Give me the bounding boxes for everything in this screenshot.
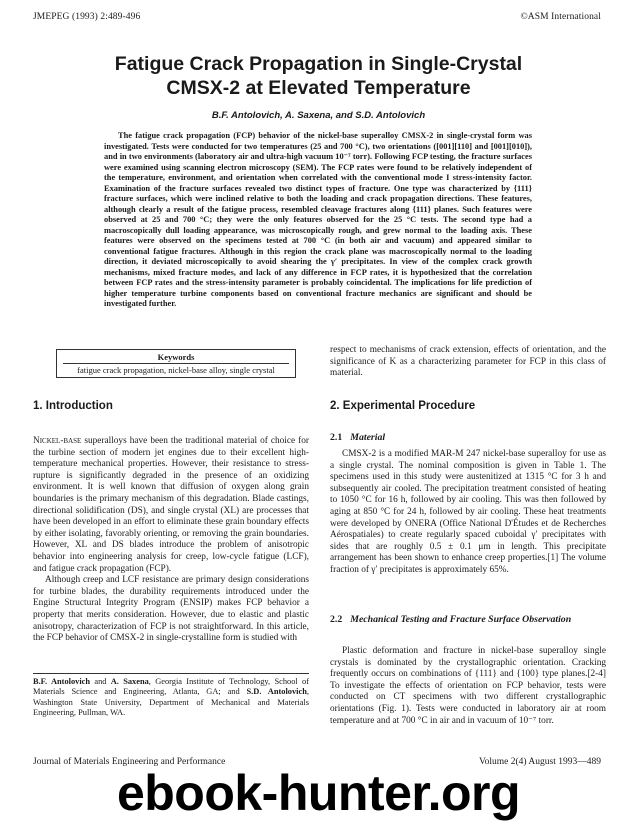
intro-continuation-text: respect to mechanisms of crack extension, effects of orientation, and the significance of K as a characterizing parameter for FCP in this class of material. — [330, 345, 606, 379]
subsection-title: Material — [350, 432, 386, 443]
subsection-heading-testing — [330, 614, 606, 626]
keywords-box — [56, 349, 296, 378]
introduction-body — [33, 436, 309, 645]
title-line-2: CMSX-2 at Elevated Temperature — [166, 77, 471, 99]
title-line-1: Fatigue Crack Propagation in Single-Crystal — [114, 53, 523, 75]
abstract: The fatigue crack propagation (FCP) behavior of the nickel-base superalloy CMSX-2 in single-crystal form was investigated. Tests were conducted for two temperatures (25 and 700 °C), two orientations ([001][110] and [001][010]), and in two environments (laboratory air and ultra-high vacuum 10⁻⁷ torr). Following FCP testing, the fracture surfaces were examined using scanning electron microscopy (SEM). The FCP rates were found to be relatively independent of the temperature, environment, and orientation when correlated with the conventional mode I stress-intensity factor. Examination of the fracture surfaces revealed two distinct types of fracture. One type was characterized by {111} fracture surfaces, which were inclined relative to both the loading and crack propagation directions. These features, although clearly a result of the fatigue process, resembled cleavage fractures along {111} planes. Such features were observed at 25 and 700 °C; they were the only features observed for the 25 °C tests. The second type had a macroscopically dull loading appearance, was microscopically rough, and grew normal to the loading axis. These features were observed on the specimens tested at 700 °C (in both air and vacuum) and appeared similar to conventional fatigue fractures. Although in this region the crack plane was macroscopically normal to the loading direction, it deviated microscopically to avoid shearing the γ′ precipitates. In view of the complex crack growth mechanisms, mixed fracture modes, and lack of any difference in FCP rates, it is hypothesized that the correlation between FCP rates and the stress-intensity parameter is probably coincidental. The implications for life prediction of higher temperature turbine components based on conventional fracture mechanics are significant and should be investigated further. — [104, 131, 532, 308]
testing-section-body — [330, 646, 606, 727]
intro-paragraph-1 — [33, 436, 309, 575]
keywords-heading: Keywords — [157, 352, 195, 362]
watermark-text: ebook-hunter.org — [116, 765, 521, 821]
subsection-title: Mechanical Testing and Fracture Surface Observation — [350, 614, 572, 625]
testing-paragraph: Plastic deformation and fracture in nickel-base superalloy single crystals is dominated by the crystallographic orientation. Cracking frequently occurs on combinations of {111} and {100} type planes.[2-4] To investigate the effects of orientation on FCP behavior, tests were conducted on CT specimens with two different crystallographic orientations (Fig. 1). Tests were conducted in laboratory air at room temperature and at 700 °C in air and in vacuum of 10⁻⁷ torr. — [330, 646, 606, 726]
material-section-body — [330, 449, 606, 577]
running-header-citation: JMEPEG (1993) 2:489-496 — [33, 12, 141, 22]
footer-journal-name: Journal of Materials Engineering and Performance — [33, 757, 226, 767]
footnote-author-2: A. Saxena — [110, 677, 149, 686]
intro-continuation — [330, 345, 606, 380]
author-list: B.F. Antolovich, A. Saxena, and S.D. Antolovich — [211, 110, 426, 121]
author-affiliations-footnote — [33, 677, 309, 719]
intro-paragraph-2: Although creep and LCF resistance are primary design considerations for turbine blades, the durability requirements introduced under the Engine Structural Integrity Program (ENSIP) makes FCP behavior a property that merits consideration. However, due to elastic and plastic anisotropy, characterization of FCP is not straightforward. In this article, the FCP behavior of CMSX-2 in single-crystalline form is studied with — [33, 575, 309, 644]
subsection-heading-material — [330, 432, 385, 444]
subsection-number: 2.1 — [330, 432, 343, 443]
running-header-publisher: ©ASM International — [520, 12, 601, 22]
section-heading-experimental: 2. Experimental Procedure — [330, 400, 476, 412]
subsection-number: 2.2 — [330, 614, 343, 625]
intro-lead-word: Nickel-base — [33, 436, 82, 446]
section-heading-introduction: 1. Introduction — [33, 400, 113, 412]
footnote-author-3: S.D. Antolovich — [246, 687, 307, 697]
material-paragraph: CMSX-2 is a modified MAR-M 247 nickel-base superalloy for use as a single crystal. The nominal composition is given in Table 1. The specimens used in this study were austenitized at 1315 °C for 3 h and subsequently air cooled. The precipitation treatment consisted of heating to 1050 °C for 16 h, followed by air cooling. This was then followed by aging at 850 °C for 24 h, followed by air cooling. These heat treatments were developed by ONERA (Office National D'Études et de Recherches Aérospatiales) to create regularly spaced cuboidal γ′ precipitates with sides that are roughly 0.5 ± 0.1 μm in length. This precipitate arrangement has been shown to enhance creep properties.[1] The volume fraction of γ′ precipitates is approximately 65%. — [330, 449, 606, 575]
footnote-conjunction: and — [90, 677, 111, 686]
footnote-affiliation-1: , Georgia Institute of Technology, School of Materials Science and Engineering, Atlanta, GA; and — [33, 677, 309, 697]
paper-title — [40, 52, 597, 100]
keywords-text: fatigue crack propagation, nickel-base alloy, single crystal — [77, 365, 275, 375]
footer-volume-page: Volume 2(4) August 1993—489 — [478, 757, 601, 767]
footnote-divider — [33, 673, 309, 674]
footnote-affiliation-2: , Washington State University, Department of Mechanical and Materials Engineering, Pullman, WA. — [33, 687, 309, 718]
intro-paragraph-1-text: superalloys have been the traditional material of choice for the turbine section of modern jet engines due to their excellent high-temperature mechanical properties. However, their resistance to stress-rupture is significantly degraded in the presence of an oxidizing environment. It is well known that diffusion of oxygen along grain boundaries is the primary mechanism of this degradation. Blade castings, directional solidification (DS), and single crystal (XL) are processes that have been developed in an effort to eliminate these grain boundary effects by either isolating, favorably orienting, or removing the grain boundaries. However, XL and DS blades introduce the problem of anisotropic behavior into engineering analysis for creep, low-cycle fatigue (LCF), and fatigue crack propagation (FCP). — [33, 436, 309, 574]
footnote-author-1: B.F. Antolovich — [33, 677, 91, 686]
